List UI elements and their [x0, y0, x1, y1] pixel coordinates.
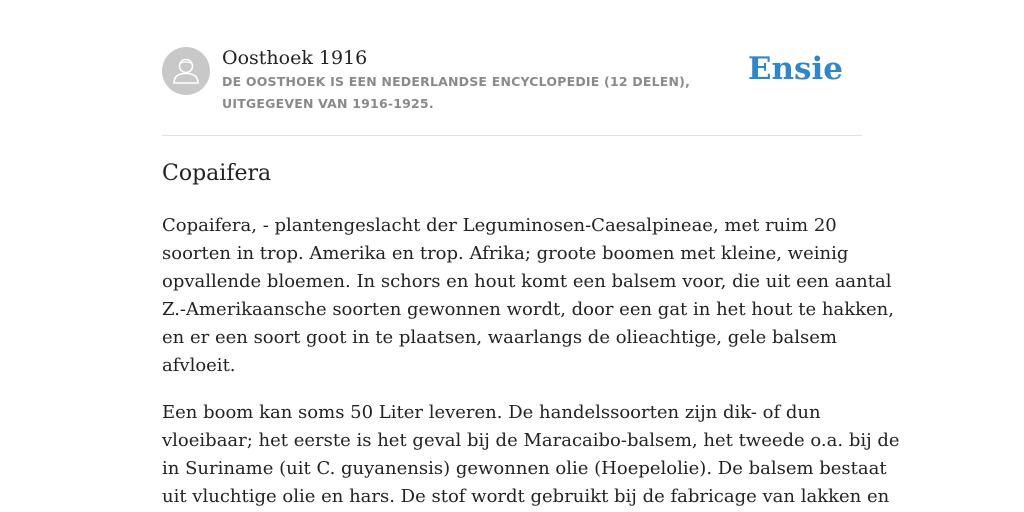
text-line: Copaifera, - plantengeslacht der Leguminosen-Caesalpineae, met ruim 20 — [162, 215, 837, 236]
text-line: afvloeit. — [162, 355, 236, 376]
text-line: uit vluchtige olie en hars. De stof wordt gebruikt bij de fabricage van lakken en — [162, 486, 890, 507]
source-description: DE OOSTHOEK IS EEN NEDERLANDSE ENCYCLOPEDIE (12 DELEN), UITGEGEVEN VAN 1916-1925. — [222, 74, 691, 111]
source-title[interactable]: Oosthoek 1916 — [222, 47, 368, 69]
source-avatar[interactable] — [162, 47, 210, 95]
text-line: in Suriname (uit C. guyanensis) gewonnen olie (Hoepelolie). De balsem bestaat — [162, 458, 887, 479]
entry-paragraph — [162, 399, 900, 511]
text-line: opvallende bloemen. In schors en hout komt een balsem voor, die uit een aantal — [162, 271, 892, 292]
text-line: en er een soort goot in te plaatsen, waarlangs de olieachtige, gele balsem — [162, 327, 837, 348]
entry-body — [162, 212, 900, 512]
text-line: Z.-Amerikaansche soorten gewonnen wordt, door een gat in het hout te hakken, — [162, 299, 894, 320]
entry-title: Copaifera — [162, 161, 272, 186]
header-divider — [162, 135, 862, 136]
source-header — [162, 46, 862, 118]
text-line: Een boom kan soms 50 Liter leveren. De handelssoorten zijn dik- of dun — [162, 402, 821, 423]
ensie-logo[interactable]: Ensie — [747, 51, 843, 87]
text-line: soorten in trop. Amerika en trop. Afrika; groote boomen met kleine, weinig — [162, 243, 849, 264]
page — [162, 0, 900, 512]
entry-paragraph — [162, 212, 894, 380]
user-silhouette-icon — [162, 47, 210, 95]
text-line: vloeibaar; het eerste is het geval bij de Maracaibo-balsem, het tweede o.a. bij de — [162, 430, 900, 451]
